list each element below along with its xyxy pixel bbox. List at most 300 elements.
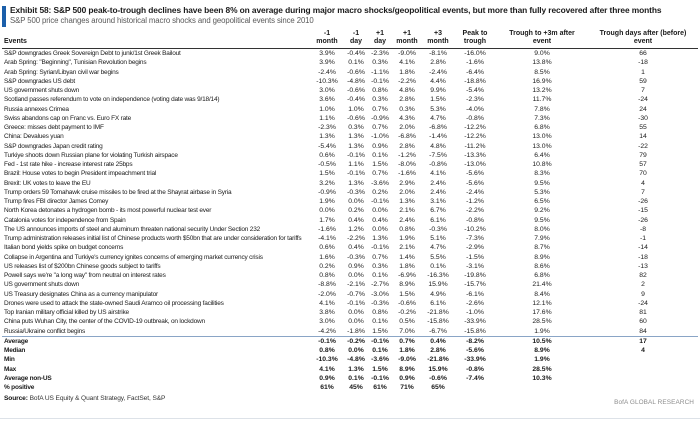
value-cell: 3.8% — [319, 309, 335, 316]
value-cell: 13.2% — [532, 87, 552, 94]
value-cell: 8.9% — [534, 253, 550, 261]
value-cell: -3.0% — [371, 290, 389, 298]
value-cell: -4.8% — [347, 77, 365, 85]
event-cell: Russia/Ukraine conflict begins — [2, 327, 310, 337]
event-cell: Median — [4, 347, 26, 354]
value-cell: 59 — [639, 77, 647, 85]
table-row — [2, 280, 698, 289]
value-cell: 0.8% — [372, 309, 388, 316]
value-cell: -5.4% — [466, 87, 484, 94]
value-cell: 0.0% — [348, 318, 364, 326]
value-cell: 8.9% — [534, 347, 550, 354]
value-cell: -0.1% — [347, 299, 365, 307]
value-cell: 1.3% — [319, 133, 335, 141]
event-cell: S&P downgrades US debt — [4, 77, 76, 85]
footer — [0, 395, 700, 407]
value-cell: 61% — [373, 384, 387, 391]
value-cell: -0.7% — [347, 290, 365, 298]
value-cell: 79 — [639, 151, 647, 159]
value-cell: 6.1% — [430, 299, 446, 307]
value-cell: 0.7% — [372, 124, 388, 131]
value-cell: 13.0% — [532, 142, 552, 150]
value-cell: 1.3% — [348, 179, 364, 187]
value-cell: 0.0% — [372, 225, 388, 233]
value-cell: -9.0% — [398, 356, 416, 364]
value-cell: 0.3% — [399, 105, 415, 113]
value-cell — [496, 383, 588, 392]
event-cell: S&P downgrades Greek Sovereign Debt to junk/1st Greek Bailout — [4, 50, 181, 57]
value-cell: 1.5% — [368, 327, 392, 337]
value-cell: -0.4% — [347, 50, 365, 57]
value-cell: 17 — [639, 337, 647, 345]
value-cell: -7.5% — [429, 151, 447, 159]
col-header-plus1-month: +1 month — [392, 30, 422, 49]
summary-row — [2, 365, 698, 374]
value-cell: -0.6% — [398, 299, 416, 307]
col-header-trough-days: Trough days after (before) event — [588, 30, 698, 49]
value-cell: -1.6% — [466, 59, 484, 67]
value-cell: -3.6% — [371, 179, 389, 187]
brand-mark: BofA GLOBAL RESEARCH — [614, 399, 694, 407]
value-cell: 2.0% — [399, 124, 415, 131]
value-cell: 4.7% — [430, 244, 446, 252]
value-cell: -1.6% — [318, 225, 336, 233]
event-cell: Max — [4, 365, 17, 373]
value-cell: 0.8% — [399, 225, 415, 233]
value-cell: 1.5% — [319, 170, 335, 178]
event-cell: Arab Spring: "Beginning", Tunisian Revolution begins — [4, 59, 147, 67]
value-cell: -18.8% — [464, 77, 486, 85]
value-cell: 71% — [400, 384, 414, 391]
value-cell: 10.3% — [532, 374, 552, 382]
value-cell: -11.2% — [464, 142, 486, 150]
value-cell: 0.5% — [399, 318, 415, 326]
value-cell: -0.9% — [318, 188, 336, 196]
value-cell: 1.3% — [399, 198, 415, 205]
value-cell: -16.0% — [464, 50, 486, 57]
value-cell: 3.0% — [319, 318, 335, 326]
value-cell: -1.0% — [466, 309, 484, 316]
value-cell: -18 — [638, 253, 648, 261]
value-cell: 4.8% — [430, 142, 446, 150]
value-cell: -21.8% — [427, 356, 449, 364]
value-cell: 0.7% — [372, 105, 388, 113]
value-cell: 0.4% — [348, 216, 364, 224]
value-cell: -9.0% — [398, 50, 416, 57]
table-row — [2, 327, 698, 337]
value-cell: 0.1% — [372, 318, 388, 326]
value-cell: 1.1% — [348, 161, 364, 168]
table-row — [2, 105, 698, 114]
value-cell: -1.2% — [398, 151, 416, 159]
value-cell: 4.4% — [430, 77, 446, 85]
value-cell: 0.7% — [372, 253, 388, 261]
value-cell: 0.0% — [372, 207, 388, 215]
value-cell: 7 — [641, 87, 645, 94]
value-cell: -0.6% — [347, 68, 365, 76]
value-cell: 82 — [639, 272, 647, 279]
value-cell: -0.2% — [398, 309, 416, 316]
value-cell: -8.8% — [318, 281, 336, 289]
event-cell: China puts Wuhan City, the center of the COVID-19 outbreak, on lockdown — [4, 318, 205, 326]
value-cell: 8.9% — [399, 281, 415, 289]
value-cell: 13.8% — [532, 59, 552, 67]
table-row — [2, 253, 698, 262]
event-cell: Fed - 1st rate hike - increase interest rate 25bps — [4, 161, 133, 168]
value-cell: 0.2% — [319, 262, 335, 270]
value-cell: -15.8% — [454, 327, 496, 337]
value-cell: -2.4% — [318, 68, 336, 76]
value-cell: 4.8% — [399, 87, 415, 94]
col-header-peak-to-trough: Peak to trough — [454, 30, 496, 49]
value-cell: -1.8% — [344, 327, 368, 337]
event-cell: Scotland passes referendum to vote on independence (voting date was 9/18/14) — [4, 96, 220, 104]
value-cell: 8.5% — [534, 68, 550, 76]
value-cell: 0.7% — [372, 170, 388, 178]
value-cell: -2.7% — [371, 281, 389, 289]
value-cell: 17.6% — [532, 309, 552, 316]
table-row — [2, 58, 698, 67]
value-cell: -15 — [638, 207, 648, 215]
table-header — [2, 30, 698, 49]
value-cell: 0.7% — [399, 337, 415, 345]
value-cell: 0.4% — [372, 216, 388, 224]
col-header-plus1-day: +1 day — [368, 30, 392, 49]
value-cell: -2.6% — [466, 299, 484, 307]
value-cell: 61% — [320, 384, 334, 391]
value-cell: -4.0% — [466, 105, 484, 113]
value-cell: -15.7% — [464, 281, 486, 289]
value-cell: 5.3% — [534, 188, 550, 196]
value-cell — [454, 383, 496, 392]
table-row — [2, 68, 698, 77]
value-cell: -24 — [638, 299, 648, 307]
value-cell: -0.8% — [466, 365, 484, 373]
value-cell: 10.5% — [532, 337, 552, 345]
value-cell: -0.1% — [371, 244, 389, 252]
value-cell: 1.2% — [348, 225, 364, 233]
value-cell: 8.7% — [534, 244, 550, 252]
value-cell: 2.4% — [430, 188, 446, 196]
value-cell: 0.1% — [372, 151, 388, 159]
value-cell: 9.5% — [534, 179, 550, 187]
table-row — [2, 299, 698, 308]
event-cell: China: Devalues yuan — [4, 133, 64, 141]
table-row — [2, 49, 698, 59]
source-text: BofA US Equity & Quant Strategy, FactSet, S&P — [27, 395, 166, 403]
event-cell: US government shuts down — [4, 281, 80, 289]
value-cell: -33.9% — [464, 356, 486, 364]
value-cell: 9.0% — [534, 50, 550, 57]
table-row — [2, 160, 698, 169]
value-cell: 8.6% — [534, 262, 550, 270]
value-cell: 0.8% — [319, 347, 335, 354]
value-cell: -19.8% — [464, 272, 486, 279]
value-cell: -8.1% — [429, 50, 447, 57]
value-cell: -2.2% — [466, 207, 484, 215]
bottom-rule — [0, 418, 700, 419]
value-cell: -2.3% — [318, 124, 336, 131]
event-cell: Arab Spring: Syrian/Libyan civil war begins — [4, 68, 119, 76]
value-cell: 28.5% — [532, 318, 552, 326]
value-cell: 1.5% — [372, 161, 388, 168]
event-cell: Top Iranian military official killed by US airstrike — [4, 309, 129, 316]
source-note — [0, 395, 700, 402]
title-block — [0, 0, 700, 26]
value-cell: -2.3% — [371, 50, 389, 57]
value-cell: -24 — [638, 96, 648, 104]
value-cell: -2.2% — [347, 235, 365, 242]
value-cell: -10.3% — [316, 77, 338, 85]
value-cell: 45% — [349, 384, 363, 391]
value-cell: 9.5% — [534, 216, 550, 224]
value-cell: 1.9% — [534, 356, 550, 364]
value-cell: 0.3% — [348, 124, 364, 131]
value-cell: 0.3% — [372, 59, 388, 67]
value-cell: 57 — [639, 161, 647, 168]
value-cell: -0.3% — [347, 253, 365, 261]
value-cell: 0.0% — [348, 347, 364, 354]
table-row — [2, 197, 698, 206]
value-cell: 5.3% — [430, 105, 446, 113]
value-cell: -15.8% — [427, 318, 449, 326]
value-cell: -6.8% — [429, 124, 447, 131]
value-cell: -6.9% — [398, 272, 416, 279]
col-header-plus3-month: +3 month — [422, 30, 454, 49]
value-cell: 0.9% — [348, 262, 364, 270]
value-cell: 1.7% — [319, 216, 335, 224]
summary-row — [2, 355, 698, 364]
value-cell: 4.1% — [399, 59, 415, 67]
event-cell: Catalonia votes for independence from Spain — [4, 216, 126, 224]
event-cell: North Korea detonates a hydrogen bomb - its most powerful nuclear test ever — [4, 207, 212, 215]
value-cell — [588, 365, 698, 374]
value-cell: -6.1% — [466, 290, 484, 298]
event-cell: Swiss abandons cap on Franc vs. Euro FX rate — [4, 114, 132, 122]
event-cell: Powell says we're "a long way" from neutral on interest rates — [4, 272, 166, 279]
value-cell: -22 — [638, 142, 648, 150]
table-row — [2, 95, 698, 104]
value-cell — [588, 383, 698, 392]
value-cell: -4.1% — [318, 235, 336, 242]
events-body — [2, 49, 698, 337]
value-cell: 7.9% — [534, 235, 550, 242]
value-cell: 0.8% — [372, 87, 388, 94]
table-row — [2, 262, 698, 271]
table-row — [2, 271, 698, 280]
value-cell: 5.1% — [430, 235, 446, 242]
value-cell: 2.8% — [399, 142, 415, 150]
accent-bar — [2, 6, 6, 27]
value-cell: 6.1% — [430, 216, 446, 224]
summary-row — [2, 374, 698, 383]
value-cell: 9 — [641, 290, 645, 298]
value-cell: -0.1% — [371, 77, 389, 85]
value-cell: -0.8% — [429, 161, 447, 168]
value-cell: -0.1% — [347, 151, 365, 159]
value-cell: 1.8% — [399, 347, 415, 354]
value-cell: 1.3% — [348, 365, 364, 373]
value-cell: -0.3% — [347, 188, 365, 196]
event-cell: Min — [4, 356, 15, 364]
value-cell: 4.1% — [430, 170, 446, 178]
value-cell: -26 — [638, 198, 648, 205]
value-cell: 4.7% — [430, 114, 446, 122]
value-cell: -0.1% — [371, 337, 389, 345]
value-cell: -7.4% — [466, 374, 484, 382]
event-cell: US Treasury designates China as a currency manipulator — [4, 290, 158, 298]
value-cell: -0.4% — [347, 96, 365, 104]
value-cell: 14 — [639, 133, 647, 141]
value-cell: -2.4% — [466, 188, 484, 196]
value-cell: -6.8% — [398, 133, 416, 141]
value-cell: -33.9% — [464, 318, 486, 326]
value-cell: -2.1% — [347, 281, 365, 289]
value-cell: 3.1% — [430, 198, 446, 205]
value-cell: 0.0% — [348, 309, 364, 316]
value-cell: 1.0% — [319, 105, 335, 113]
value-cell: 1.3% — [372, 235, 388, 242]
value-cell: -14 — [638, 244, 648, 252]
value-cell: -5.6% — [466, 170, 484, 178]
value-cell: 6.5% — [534, 198, 550, 205]
value-cell: -0.8% — [466, 114, 484, 122]
table-row — [2, 317, 698, 326]
table-row — [2, 308, 698, 317]
value-cell: -6.4% — [466, 68, 484, 76]
table-row — [2, 142, 698, 151]
table-row — [2, 234, 698, 243]
value-cell: -1.2% — [466, 198, 484, 205]
value-cell: 2 — [641, 281, 645, 289]
value-cell: 1.8% — [399, 262, 415, 270]
event-cell: Drones were used to attack the state-owned Saudi Aramco oil processing facilities — [4, 299, 224, 307]
value-cell: 7.3% — [534, 114, 550, 122]
value-cell: -21.8% — [427, 309, 449, 316]
value-cell: -8.2% — [466, 337, 484, 345]
event-cell: Collapse in Argentina and Turkiye's currency ignites concerns of emerging market currency crisis — [4, 253, 263, 261]
value-cell: 1 — [641, 68, 645, 76]
value-cell: 1.8% — [399, 68, 415, 76]
value-cell: 3.6% — [319, 96, 335, 104]
value-cell: 0.4% — [430, 337, 446, 345]
value-cell: 1.3% — [348, 133, 364, 141]
value-cell: -0.1% — [347, 170, 365, 178]
value-cell: -10.3% — [316, 356, 338, 364]
value-cell: -0.3% — [371, 299, 389, 307]
value-cell: -13.3% — [464, 151, 486, 159]
value-cell: -8 — [639, 225, 647, 233]
value-cell: 0.2% — [372, 188, 388, 196]
value-cell: 2.1% — [399, 207, 415, 215]
value-cell: 1.5% — [430, 96, 446, 104]
value-cell: 0.1% — [348, 374, 364, 382]
value-cell: 1.9% — [399, 235, 415, 242]
value-cell: -0.6% — [347, 87, 365, 94]
table-row — [2, 243, 698, 252]
value-cell: 16.9% — [532, 77, 552, 85]
value-cell: 6.7% — [430, 207, 446, 215]
value-cell: 2.4% — [399, 216, 415, 224]
value-cell — [588, 374, 698, 383]
value-cell: 3.9% — [319, 50, 335, 57]
event-cell: Average — [4, 337, 29, 345]
value-cell: 1.3% — [348, 142, 364, 150]
value-cell: 6.8% — [534, 124, 550, 131]
table-row — [2, 225, 698, 234]
table-row — [2, 114, 698, 123]
value-cell: -3.1% — [466, 262, 484, 270]
event-cell: Trump orders 59 Tomahawk cruise missiles to be fired at the Shayrat airbase in Syria — [4, 188, 232, 196]
value-cell: 2.4% — [430, 179, 446, 187]
value-cell: 0.8% — [319, 272, 335, 279]
exhibit-subtitle: S&P 500 price changes around historical macro shocks and geopolitical events since 2010 — [10, 16, 314, 25]
event-cell: US releases list of $200bn Chinese goods subject to tariffs — [4, 262, 161, 270]
value-cell: 28.5% — [532, 365, 552, 373]
value-cell: 21.4% — [532, 281, 552, 289]
value-cell: -1.1% — [371, 68, 389, 76]
event-cell: Greece: misses debt payment to IMF — [4, 124, 104, 131]
value-cell: 12.1% — [532, 299, 552, 307]
exhibit-title: Exhibit 58: S&P 500 peak-to-trough declines have been 8% on average during major macro shocks/geopolitical events, but more than fully recovered after three months — [10, 5, 662, 15]
value-cell: 0.9% — [319, 374, 335, 382]
value-cell: -18 — [638, 59, 648, 67]
value-cell: 8.3% — [534, 170, 550, 178]
value-cell: -26 — [638, 216, 648, 224]
table-row — [2, 188, 698, 197]
summary-row — [2, 336, 698, 346]
value-cell: 0.1% — [372, 347, 388, 354]
value-cell: 10.8% — [532, 161, 552, 168]
value-cell: 66 — [639, 50, 647, 57]
value-cell: 70 — [639, 170, 647, 178]
event-cell: Average non-US — [4, 374, 52, 382]
value-cell: 81 — [639, 309, 647, 316]
value-cell: -0.1% — [318, 337, 336, 345]
event-cell: US government shuts down — [4, 87, 80, 94]
value-cell: 65% — [431, 384, 445, 391]
value-cell: -1.0% — [371, 133, 389, 141]
value-cell: -0.3% — [429, 225, 447, 233]
event-cell: Italian bond yields spike on budget concerns — [4, 244, 124, 252]
value-cell: -0.6% — [347, 114, 365, 122]
value-cell: 8.9% — [399, 365, 415, 373]
value-cell: 2.1% — [399, 244, 415, 252]
value-cell: 5.5% — [430, 253, 446, 261]
value-cell: 0.1% — [430, 262, 446, 270]
value-cell: -13 — [638, 262, 648, 270]
value-cell: 7.0% — [392, 327, 422, 337]
value-cell: 2.9% — [399, 179, 415, 187]
value-cell: 24 — [639, 105, 647, 113]
value-cell: -5.6% — [466, 179, 484, 187]
value-cell: 2.8% — [430, 347, 446, 354]
value-cell: 8.0% — [534, 225, 550, 233]
value-cell: 0.1% — [348, 59, 364, 67]
value-cell: 4.9% — [430, 290, 446, 298]
summary-row — [2, 383, 698, 392]
table-row — [2, 169, 698, 178]
value-cell: -2.2% — [398, 77, 416, 85]
event-cell: S&P downgrades Japan credit rating — [4, 142, 103, 150]
value-cell: -2.9% — [466, 244, 484, 252]
source-label: Source: — [4, 395, 28, 403]
value-cell: 4 — [641, 179, 645, 187]
col-header-trough-to-3m: Trough to +3m after event — [496, 30, 588, 49]
value-cell: -4.2% — [310, 327, 344, 337]
value-cell: 15.9% — [428, 365, 448, 373]
value-cell: 2.8% — [430, 59, 446, 67]
